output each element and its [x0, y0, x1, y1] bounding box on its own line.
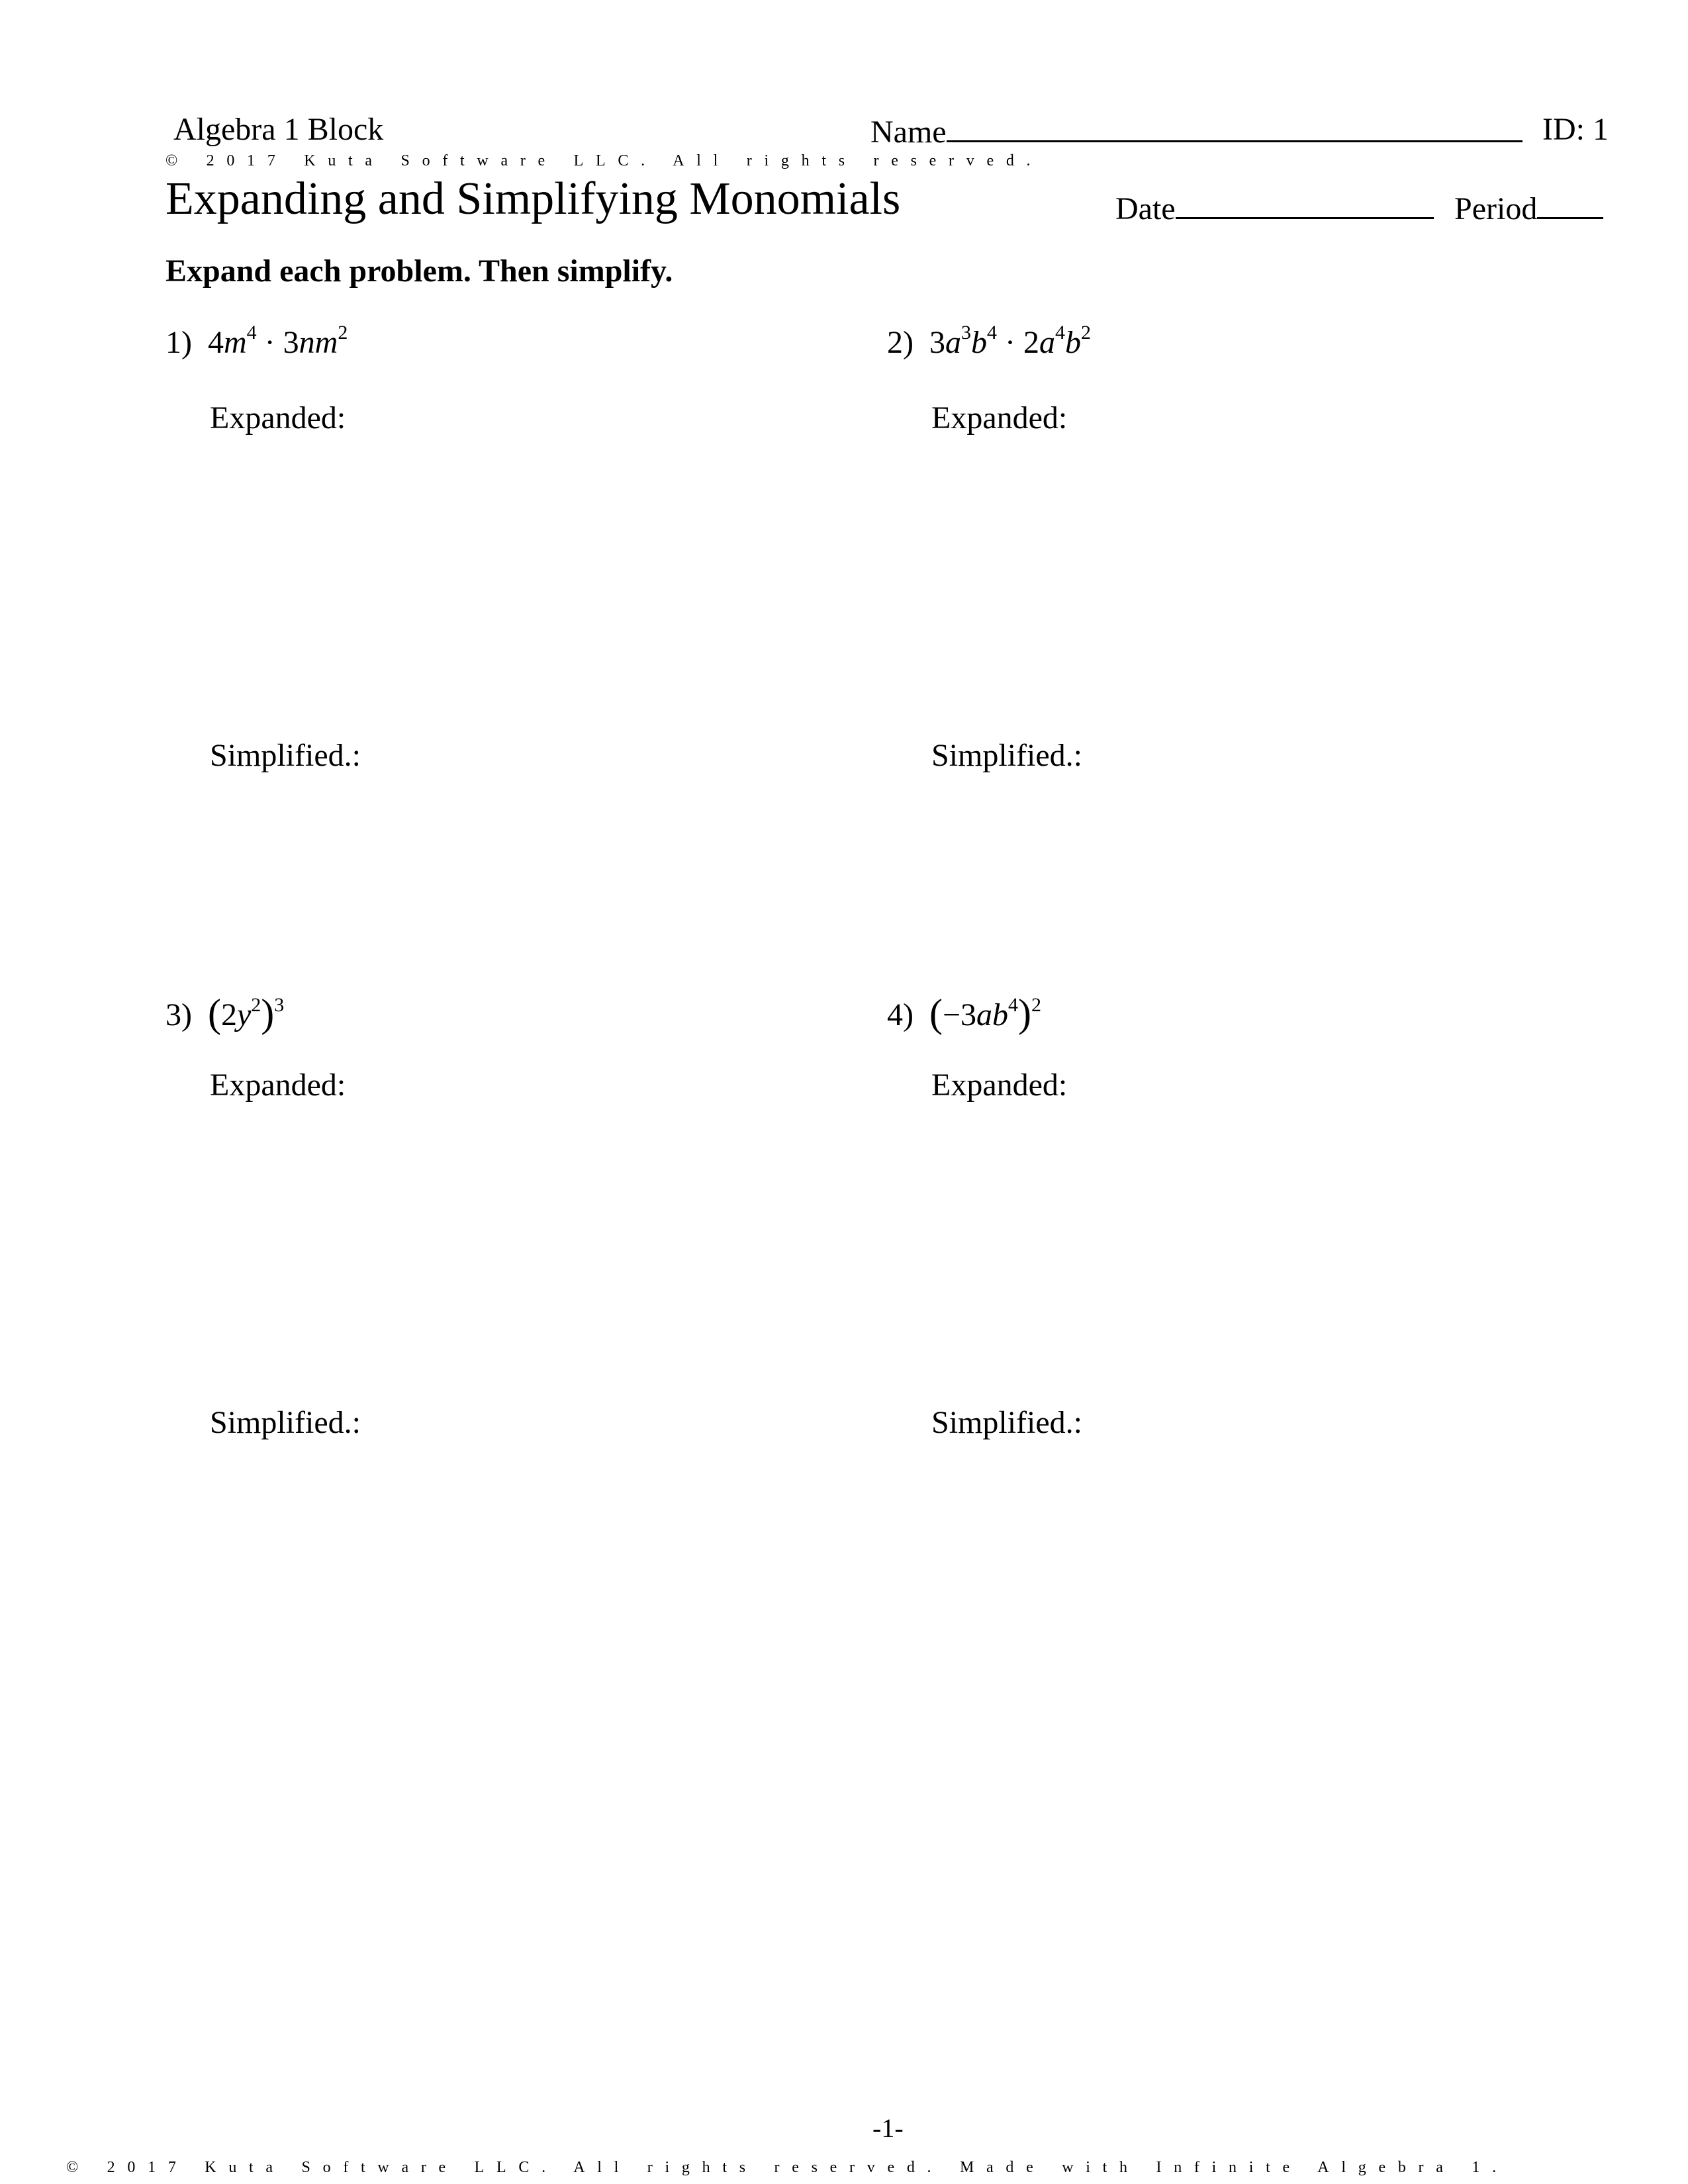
- expanded-label: Expanded:: [210, 400, 346, 435]
- simplified-label: Simplified.:: [931, 738, 1082, 773]
- simplified-label: Simplified.:: [210, 1405, 361, 1440]
- period-field[interactable]: [1454, 191, 1603, 225]
- problem-number: 2): [887, 325, 914, 360]
- id-label: ID: 1: [1542, 112, 1609, 147]
- copyright-header: © 2017 Kuta Software LLC. All rights reserved.: [165, 152, 1043, 169]
- copyright-footer: © 2017 Kuta Software LLC. All rights reserved. Made with Infinite Algebra 1.: [66, 2159, 1509, 2176]
- name-blank[interactable]: [947, 114, 1523, 142]
- simplified-label: Simplified.:: [210, 738, 361, 773]
- simplified-label: Simplified.:: [931, 1405, 1082, 1440]
- expanded-label: Expanded:: [931, 1068, 1068, 1103]
- expanded-label: Expanded:: [210, 1068, 346, 1103]
- course-label: Algebra 1 Block: [173, 112, 384, 147]
- problem-1: [165, 324, 348, 361]
- date-blank[interactable]: [1176, 191, 1434, 219]
- problem-number: 1): [165, 325, 192, 360]
- date-field[interactable]: [1115, 191, 1434, 225]
- problem-number: 3): [165, 997, 192, 1032]
- page-number: -1-: [872, 2113, 904, 2143]
- problem-4: [887, 989, 1041, 1035]
- page-title: Expanding and Simplifying Monomials: [165, 173, 901, 224]
- name-field[interactable]: [870, 114, 1523, 148]
- period-blank[interactable]: [1537, 191, 1603, 219]
- problem-2: [887, 324, 1091, 361]
- period-label: Period: [1454, 191, 1538, 226]
- instructions: Expand each problem. Then simplify.: [165, 253, 673, 289]
- date-label: Date: [1115, 191, 1176, 226]
- problem-expression: $(2y^2)^3$: [207, 991, 285, 1035]
- problem-3: [165, 989, 284, 1035]
- problem-expression: $4m^4 \cdot 3nm^2$: [207, 322, 348, 360]
- problem-number: 4): [887, 997, 914, 1032]
- problem-expression: $3a^3b^4 \cdot 2a^4b^2$: [929, 322, 1091, 360]
- expanded-label: Expanded:: [931, 400, 1068, 435]
- name-label: Name: [870, 114, 947, 150]
- problem-expression: $(-3ab^4)^2$: [929, 991, 1042, 1035]
